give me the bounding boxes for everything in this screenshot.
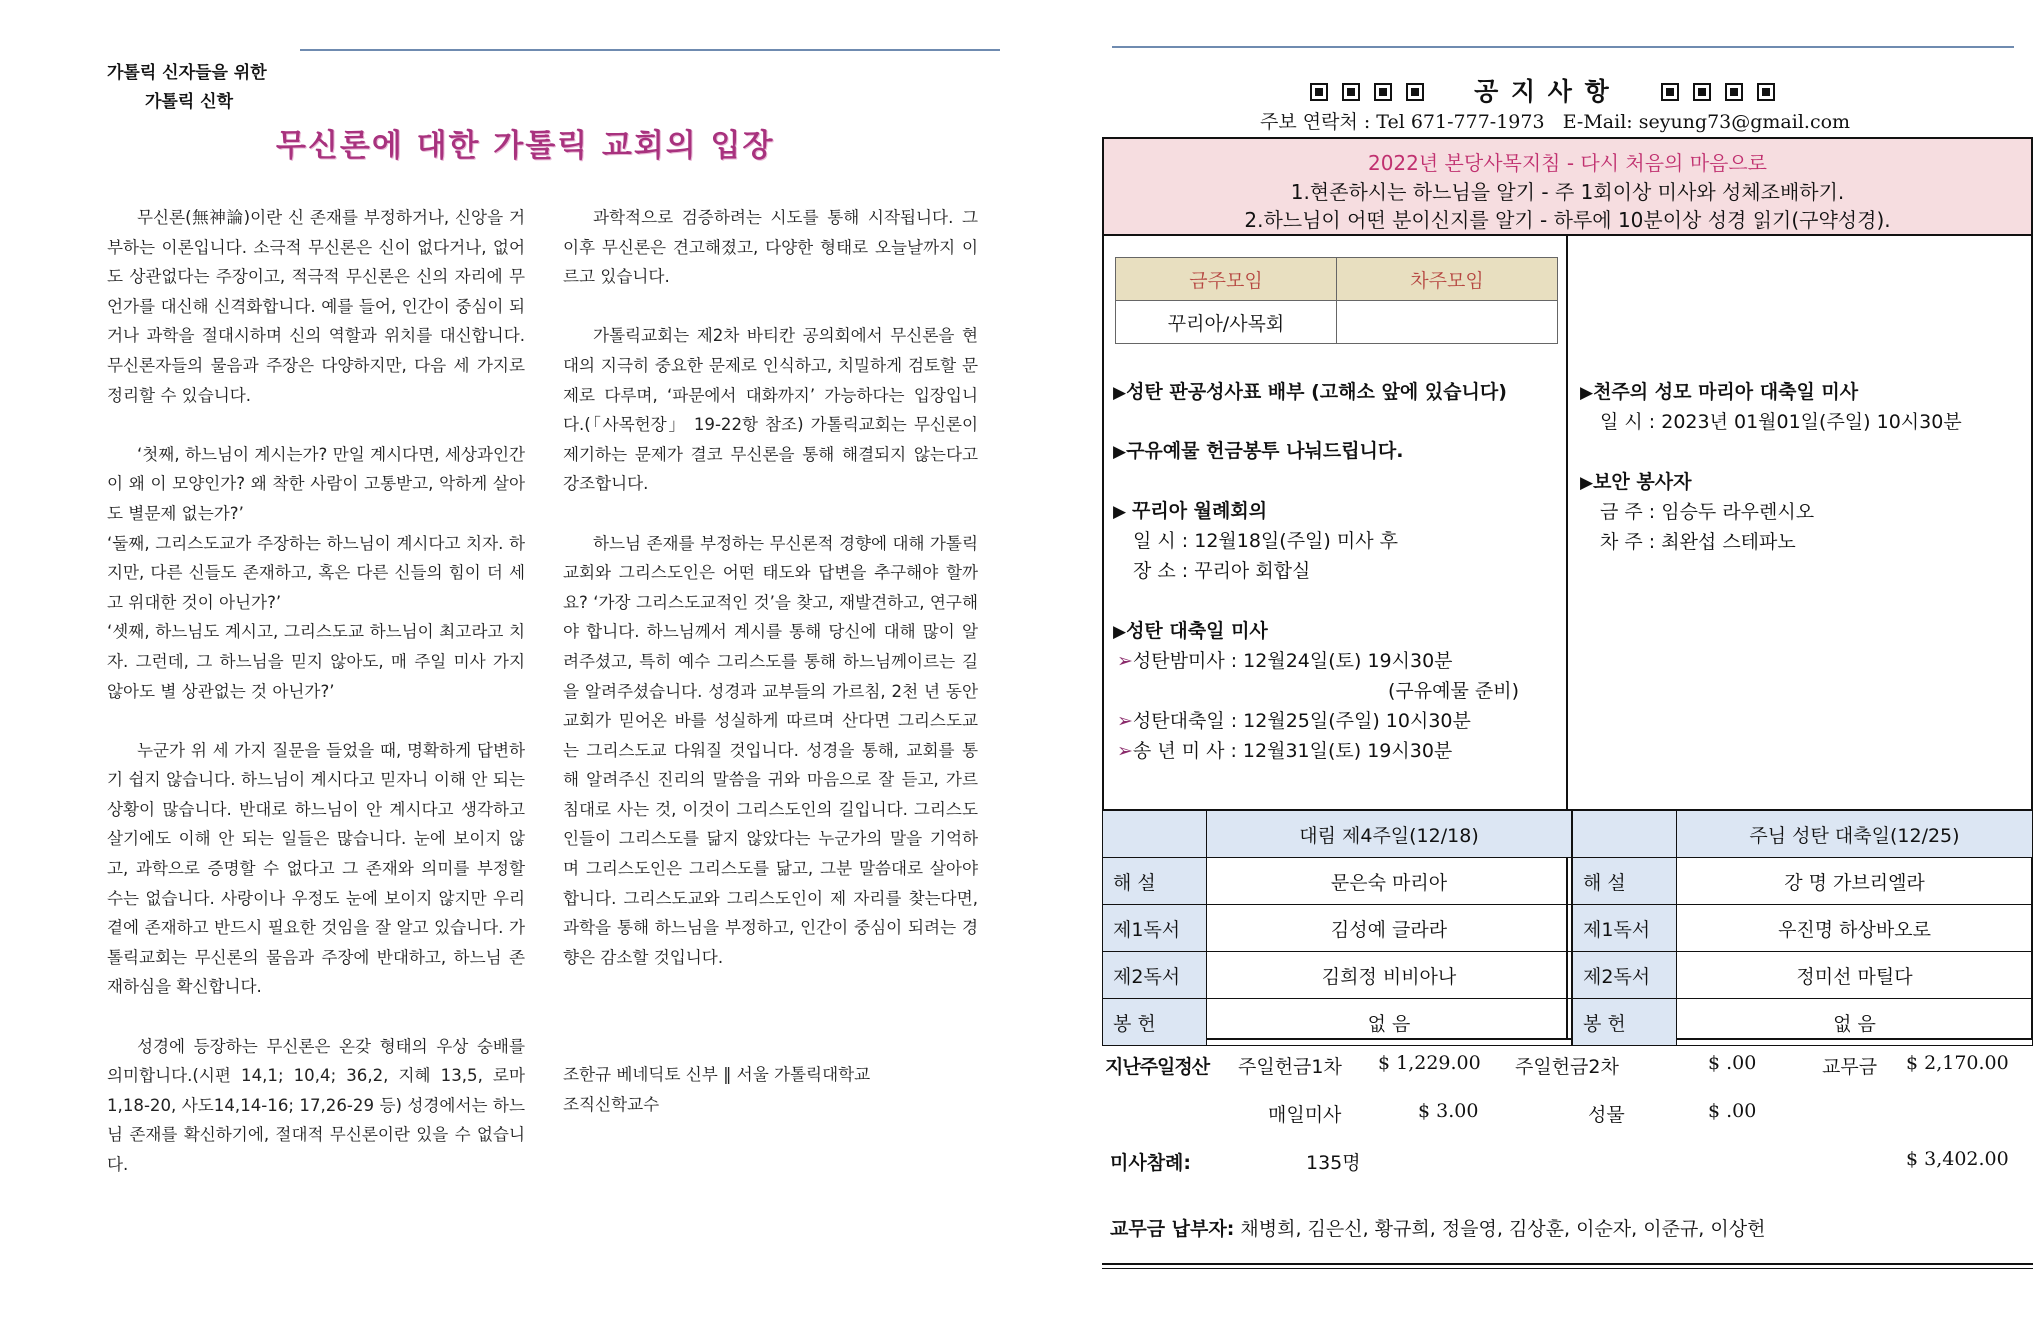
christmas-eve-mass: ➢성탄밤미사 : 12월24일(토) 19시30분	[1117, 650, 1453, 672]
square-bullet-icon	[1374, 83, 1392, 101]
roster-week-1-name: 김희정 비비아나	[1207, 952, 1573, 999]
roster-row	[1103, 858, 2033, 905]
finance-label: 지난주일정산	[1105, 1056, 1210, 1078]
col1-question-3: ‘셋째, 하느님도 계시고, 그리스도교 하느님이 최고라고 치자. 그런데, 그 하느님을 믿지 않아도, 매 주일 미사 가지 않아도 별 상관없는 것 아닌가?’	[107, 622, 525, 701]
square-bullet-icon	[1342, 83, 1360, 101]
article-column-1	[107, 203, 525, 1180]
roster-role: 봉 헌	[1103, 999, 1207, 1046]
mary-solemnity-date: 일 시 : 2023년 01월01일(주일) 10시30분	[1600, 411, 1962, 433]
square-bullet-icon	[1693, 83, 1711, 101]
col1-paragraph-2: 누군가 위 세 가지 질문을 들었을 때, 명확하게 답변하기 쉽지 않습니다. 하느님이 계시다고 믿자니 이해 안 되는 상황이 많습니다. 반대로 하느님이 안 계시다고 생각하고 살기에도 이해 안 되는 일들은 많습니다. 눈에 보이지 않고, 과학으로 증명할 수 없다고 그 존재와 의미를 부정할 수는 없습니다. 사랑이나 우정도 눈에 보이지 않지만 우리 곁에 존재하고 반드시 필요한 것임을 잘 알고 있습니다. 가톨릭교회는 무신론의 물음과 주장에 반대하고, 하느님 존재하심을 확신합니다.	[107, 740, 525, 997]
next-week-meeting-header: 차주모임	[1337, 258, 1558, 301]
roster-role: 제2독서	[1572, 952, 1677, 999]
roster-week-1-name: 문은숙 마리아	[1207, 858, 1573, 905]
next-week-meeting	[1337, 301, 1558, 344]
roster-week-2-name: 정미선 마틸다	[1677, 952, 2033, 999]
col1-question-2: ‘둘째, 그리스도교가 주장하는 하느님이 계시다고 치자. 하지만, 다른 신들도 존재하고, 혹은 다른 신들의 힘이 더 세고 위대한 것이 아닌가?’	[107, 533, 525, 612]
guideline-title: 2022년 본당사목지침 - 다시 처음의 마음으로	[1367, 151, 1768, 175]
arrow-bullet-icon: ➢	[1117, 650, 1133, 672]
finance-daily-mass-label: 매일미사	[1268, 1104, 1342, 1126]
triangle-bullet-icon: ▶	[1580, 473, 1594, 493]
finance-sacred-items-label: 성물	[1588, 1104, 1625, 1126]
kicker-line-2: 가톨릭 신학	[145, 92, 234, 112]
notice-heading	[1303, 72, 1782, 108]
triangle-bullet-icon: ▶	[1113, 502, 1132, 522]
roster-week-2-name: 없 음	[1677, 999, 2033, 1046]
announcement-confession-cards: ▶성탄 판공성사표 배부 (고해소 앞에 있습니다)	[1113, 381, 1507, 403]
guideline-line-2: 2.하느님이 어떤 분이신지를 알기 - 하루에 10분이상 성경 읽기(구약성경).	[1244, 208, 1891, 232]
announcement-security-volunteers: ▶보안 봉사자	[1580, 471, 1692, 493]
donors-line	[1110, 1214, 1765, 1241]
announcement-christmas-mass: ▶성탄 대축일 미사	[1113, 620, 1268, 642]
roster-role: 해 설	[1103, 858, 1207, 905]
guideline-line-1: 1.현존하시는 하느님을 알기 - 주 1회이상 미사와 성체조배하기.	[1290, 180, 1845, 204]
finance-sacred-items-value: $ .00	[1708, 1100, 1757, 1122]
meeting-table	[1115, 257, 1558, 344]
finance-sunday-1-label: 주일헌금1차	[1238, 1056, 1342, 1078]
article-title: 무신론에 대한 가톨릭 교회의 입장	[276, 128, 775, 164]
triangle-bullet-icon: ▶	[1580, 383, 1594, 403]
year-end-mass: ➢송 년 미 사 : 12월31일(토) 19시30분	[1117, 740, 1453, 762]
pastoral-guideline-banner	[1104, 139, 2031, 235]
square-bullet-icon	[1310, 83, 1328, 101]
finance-sunday-2-label: 주일헌금2차	[1515, 1056, 1619, 1078]
attendance-label: 미사참례:	[1110, 1152, 1192, 1174]
square-bullet-icon	[1725, 83, 1743, 101]
roster-week-1-name: 김성예 글라라	[1207, 905, 1573, 952]
roster-row	[1103, 952, 2033, 999]
triangle-bullet-icon: ▶	[1113, 383, 1127, 403]
roster-week-2-name: 우진명 하상바오로	[1677, 905, 2033, 952]
finance-sunday-1-value: $ 1,229.00	[1378, 1052, 1481, 1074]
security-next-week: 차 주 : 최완섭 스테파노	[1600, 531, 1796, 553]
finance-dues-label: 교무금	[1822, 1056, 1878, 1078]
bottom-double-rule	[1102, 1263, 2033, 1269]
contact-info: 주보 연락처 : Tel 671-777-1973 E-Mail: seyung73@gmail.com	[1260, 111, 1851, 133]
roster-week-2-header: 주님 성탄 대축일(12/25)	[1677, 811, 2033, 858]
curia-meeting-date: 일 시 : 12월18일(주일) 미사 후	[1133, 530, 1398, 552]
finance-sunday-2-value: $ .00	[1708, 1052, 1757, 1074]
arrow-bullet-icon: ➢	[1117, 710, 1133, 732]
roster-role: 제2독서	[1103, 952, 1207, 999]
triangle-bullet-icon: ▶	[1113, 442, 1127, 462]
col1-question-1: ‘첫째, 하느님이 계시는가? 만일 계시다면, 세상과인간이 왜 이 모양인가? 왜 착한 사람이 고통받고, 악하게 살아도 별문제 없는가?’	[107, 444, 525, 523]
col2-paragraph-1: 과학적으로 검증하려는 시도를 통해 시작됩니다. 그 이후 무신론은 견고해졌고, 다양한 형태로 오늘날까지 이르고 있습니다.	[563, 208, 978, 287]
roster-row	[1103, 905, 2033, 952]
roster-corner	[1572, 811, 1677, 858]
finance-dues-value: $ 2,170.00	[1906, 1052, 2009, 1074]
finance-total: $ 3,402.00	[1906, 1148, 2009, 1170]
triangle-bullet-icon: ▶	[1113, 622, 1127, 642]
col1-paragraph-3: 성경에 등장하는 무신론은 온갖 형태의 우상 숭배를 의미합니다.(시편 14,1; 10,4; 36,2, 지혜 13,5, 로마 1,18-20, 사도14,14-16; 17,26-29 등) 성경에서는 하느님 존재를 확신하기에, 절대적 무신론이란 있을 수 없습니다.	[107, 1036, 525, 1174]
arrow-bullet-icon: ➢	[1117, 740, 1133, 762]
col2-paragraph-2: 가톨릭교회는 제2차 바티칸 공의회에서 무신론을 현대의 지극히 중요한 문제로 인식하고, 치밀하게 검토할 문제로 다루며, ‘파문에서 대화까지’ 가능하다는 입장입니다.(「사목헌장」 19-22항 참조) 가톨릭교회는 무신론이 제기하는 문제가 결코 무신론을 통해 해결되지 않는다고 강조합니다.	[563, 326, 978, 494]
article-column-2	[563, 203, 978, 1120]
christmas-eve-note: (구유예물 준비)	[1388, 680, 1519, 702]
liturgy-roster-table	[1102, 810, 2033, 1046]
roster-role: 제1독서	[1103, 905, 1207, 952]
roster-week-1-name: 없 음	[1207, 999, 1573, 1046]
roster-corner	[1103, 811, 1207, 858]
square-bullet-icon	[1661, 83, 1679, 101]
donors-label: 교무금 납부자:	[1110, 1218, 1235, 1240]
notice-title: 공 지 사 항	[1474, 77, 1611, 106]
announcement-offering-envelope: ▶구유예물 헌금봉투 나눠드립니다.	[1113, 440, 1404, 462]
square-bullet-icon	[1757, 83, 1775, 101]
this-week-meeting-header: 금주모임	[1116, 258, 1337, 301]
roster-role: 해 설	[1572, 858, 1677, 905]
attendance-count: 135명	[1306, 1152, 1361, 1174]
roster-week-2-name: 강 명 가브리엘라	[1677, 858, 2033, 905]
announcement-curia-meeting: ▶ 꾸리아 월례회의	[1113, 500, 1268, 522]
left-header-rule	[300, 49, 1000, 51]
this-week-meeting: 꾸리아/사목회	[1116, 301, 1337, 344]
curia-meeting-place: 장 소 : 꾸리아 회합실	[1133, 560, 1311, 582]
christmas-day-mass: ➢성탄대축일 : 12월25일(주일) 10시30분	[1117, 710, 1471, 732]
kicker-line-1: 가톨릭 신자들을 위한	[107, 63, 267, 83]
roster-role: 제1독서	[1572, 905, 1677, 952]
col1-paragraph-1: 무신론(無神論)이란 신 존재를 부정하거나, 신앙을 거부하는 이론입니다. 소극적 무신론은 신이 없다거나, 없어도 상관없다는 주장이고, 적극적 무신론은 신의 자리에 무언가를 대신해 신격화합니다. 예를 들어, 인간이 중심이 되거나 과학을 절대시하며 신의 역할과 위치를 대신합니다. 무신론자들의 물음과 주장은 다양하지만, 다음 세 가지로 정리할 수 있습니다.	[107, 208, 525, 405]
donors-names: 채병희, 김은신, 황규희, 정을영, 김상훈, 이순자, 이준규, 이상헌	[1240, 1218, 1766, 1240]
security-this-week: 금 주 : 임승두 라우렌시오	[1600, 501, 1815, 523]
roster-row	[1103, 999, 2033, 1046]
announcement-mary-solemnity: ▶천주의 성모 마리아 대축일 미사	[1580, 381, 1859, 403]
roster-role: 봉 헌	[1572, 999, 1677, 1046]
author-title: 조직신학교수	[563, 1095, 660, 1115]
finance-daily-mass-value: $ 3.00	[1418, 1100, 1479, 1122]
author-signature: 조한규 베네딕토 신부 ‖ 서울 가톨릭대학교	[563, 1065, 871, 1085]
square-bullet-icon	[1406, 83, 1424, 101]
right-header-rule	[1112, 46, 2014, 48]
roster-week-1-header: 대림 제4주일(12/18)	[1207, 811, 1573, 858]
col2-paragraph-3: 하느님 존재를 부정하는 무신론적 경향에 대해 가톨릭교회와 그리스도인은 어떤 태도와 답변을 추구해야 할까요? ‘가장 그리스도교적인 것’을 찾고, 재발견하고, 연구해야 합니다. 하느님께서 계시를 통해 당신에 대해 많이 알려주셨고, 특히 예수 그리스도를 통해 하느님께이르는 길을 알려주셨습니다. 성경과 교부들의 가르침, 2천 년 동안 교회가 믿어온 바를 성실하게 따르며 산다면 그리스도교는 그리스도교 다워질 것입니다. 성경을 통해, 교회를 통해 알려주신 진리의 말씀을 귀와 마음으로 잘 듣고, 가르침대로 사는 것, 이것이 그리스도인의 길입니다. 그리스도인들이 그리스도를 닮지 않았다는 누군가의 말을 기억하며 그리스도인은 그리스도를 닮고, 그분 말씀대로 살아야 합니다. 그리스도교와 그리스도인이 제 자리를 찾는다면, 과학을 통해 하느님을 부정하고, 인간이 중심이 되려는 경향은 감소할 것입니다.	[563, 533, 978, 967]
